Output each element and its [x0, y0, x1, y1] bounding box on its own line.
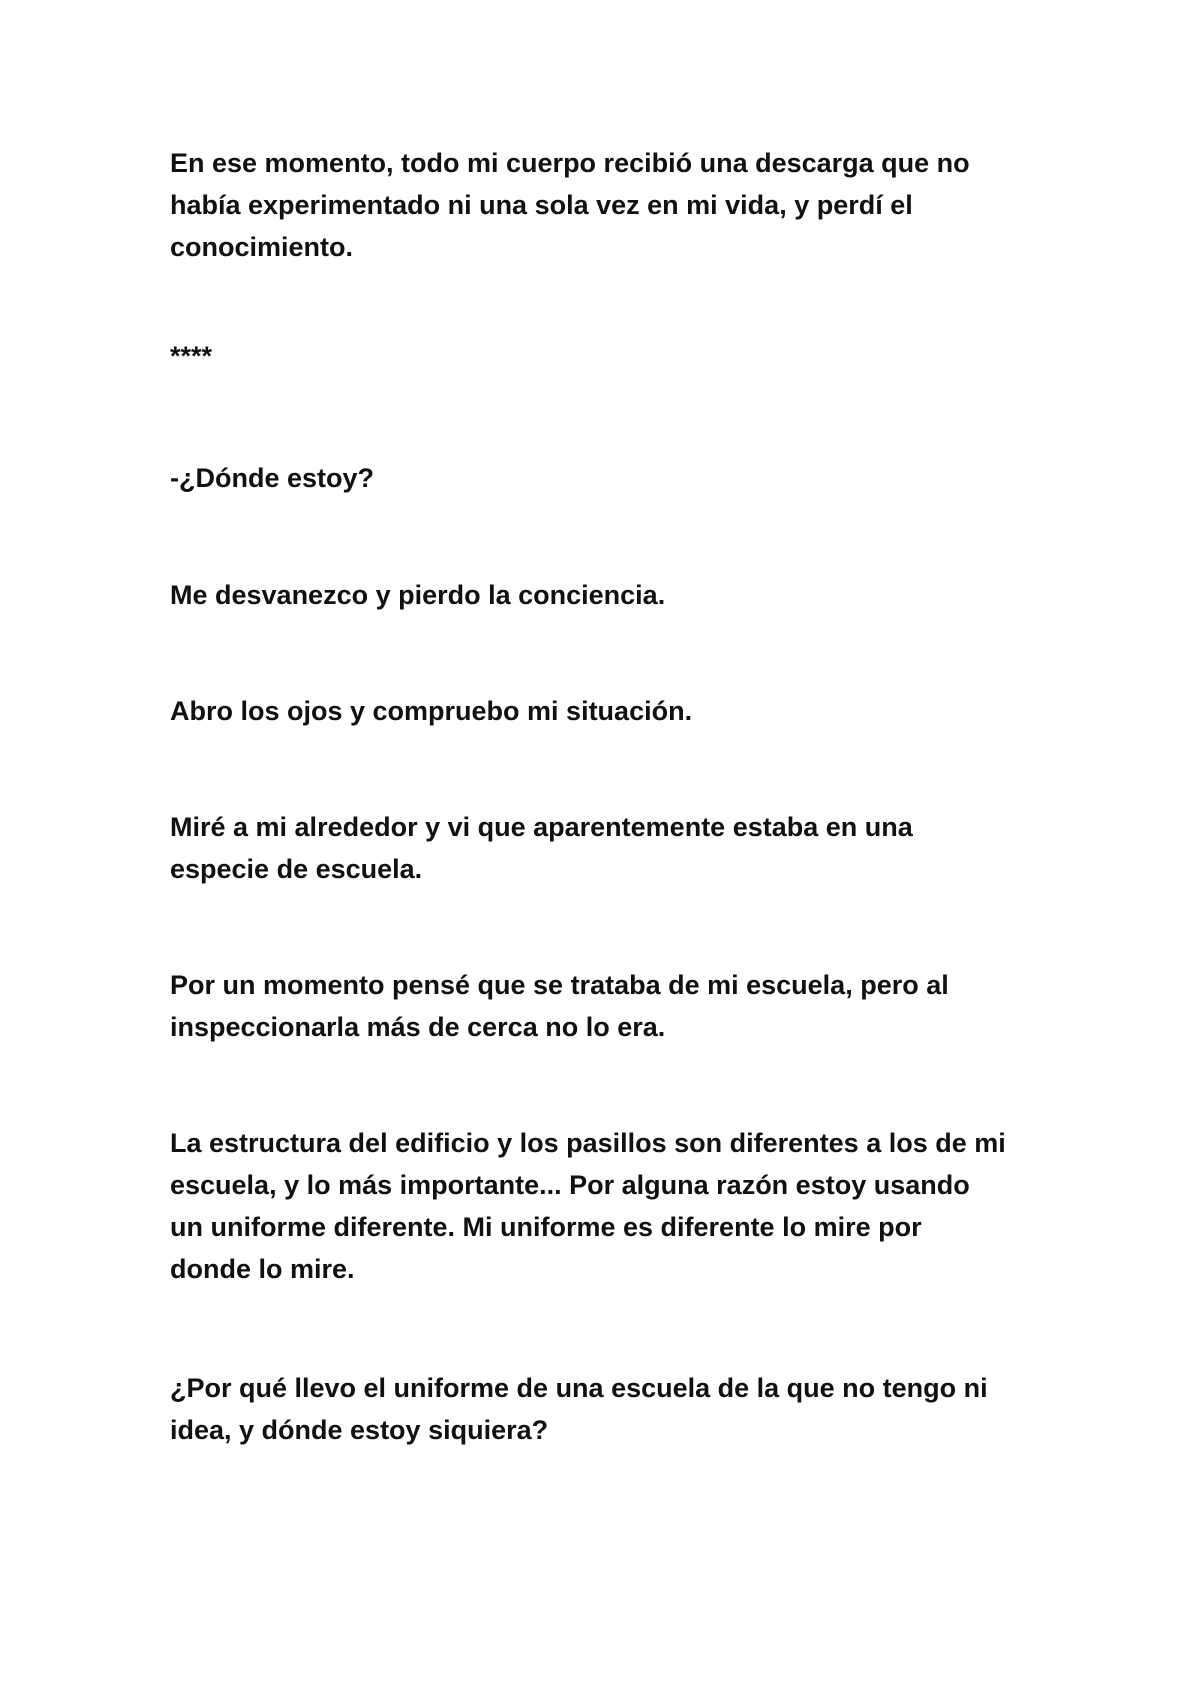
paragraph	[170, 142, 1040, 268]
text-line: idea, y dónde estoy siquiera?	[170, 1415, 549, 1445]
section-separator	[170, 335, 1040, 377]
text-line: -¿Dónde estoy?	[170, 463, 375, 493]
text-line: donde lo mire.	[170, 1254, 355, 1284]
text-line: Miré a mi alrededor y vi que aparentemente estaba en una	[170, 812, 913, 842]
text-line: Abro los ojos y compruebo mi situación.	[170, 696, 693, 726]
text-line: Por un momento pensé que se trataba de mi escuela, pero al	[170, 970, 949, 1000]
paragraph	[170, 806, 1040, 890]
paragraph	[170, 690, 1040, 732]
text-line: un uniforme diferente. Mi uniforme es diferente lo mire por	[170, 1212, 922, 1242]
paragraph	[170, 1367, 1040, 1451]
paragraph	[170, 574, 1040, 616]
text-line: ****	[170, 341, 213, 371]
text-line: escuela, y lo más importante... Por alguna razón estoy usando	[170, 1170, 970, 1200]
text-line: inspeccionarla más de cerca no lo era.	[170, 1012, 666, 1042]
paragraph	[170, 457, 1040, 499]
text-line: La estructura del edificio y los pasillos son diferentes a los de mi	[170, 1128, 1006, 1158]
text-line: En ese momento, todo mi cuerpo recibió una descarga que no	[170, 148, 970, 178]
text-line: Me desvanezco y pierdo la conciencia.	[170, 580, 666, 610]
text-line: conocimiento.	[170, 232, 354, 262]
text-line: había experimentado ni una sola vez en mi vida, y perdí el	[170, 190, 913, 220]
text-line: especie de escuela.	[170, 854, 423, 884]
paragraph	[170, 1122, 1040, 1290]
paragraph	[170, 964, 1040, 1048]
text-line: ¿Por qué llevo el uniforme de una escuela de la que no tengo ni	[170, 1373, 988, 1403]
